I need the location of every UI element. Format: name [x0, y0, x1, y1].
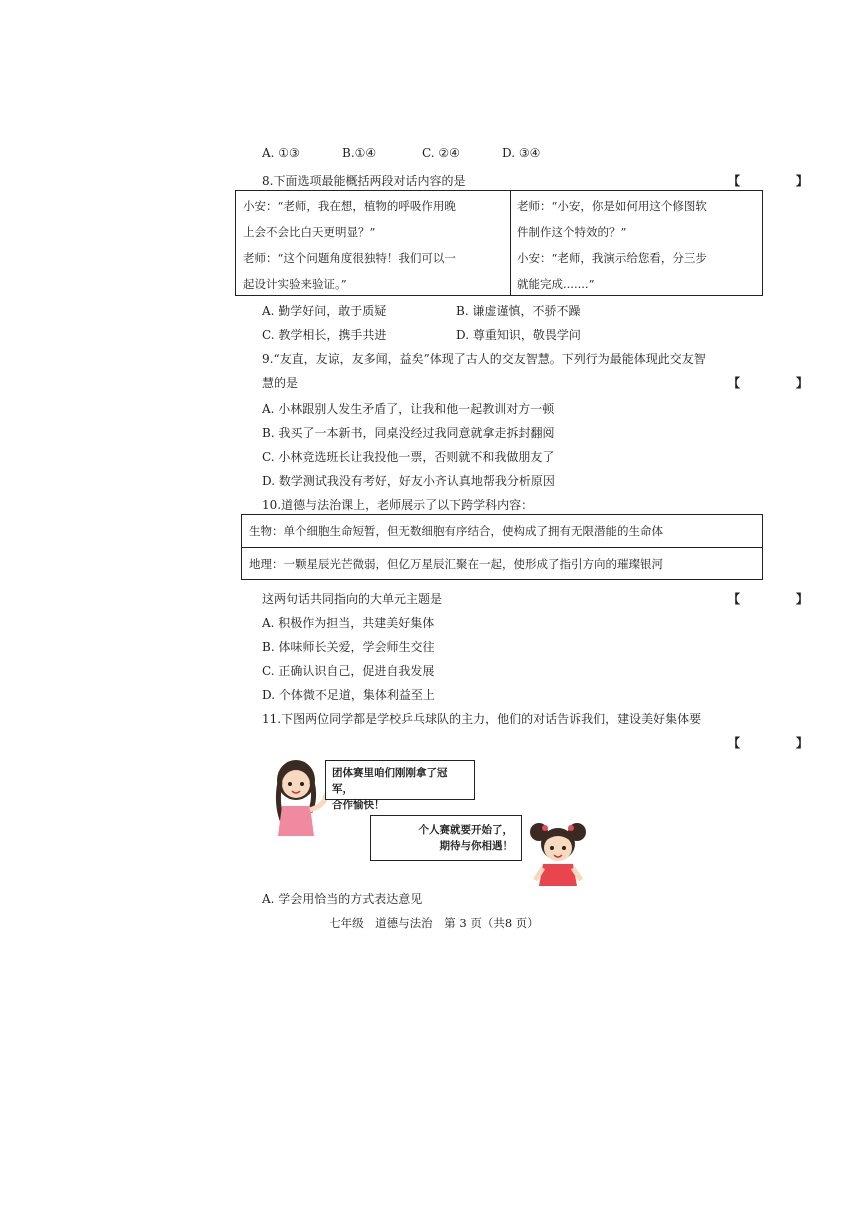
q10-answer-bracket: 【 】	[728, 592, 831, 606]
q10-stem: 10.道德与法治课上，老师展示了以下跨学科内容：	[262, 498, 534, 512]
q8-option-c: C. 教学相长，携手共进	[262, 328, 387, 342]
q11-answer-bracket: 【 】	[728, 736, 831, 750]
q9-answer-bracket: 【 】	[728, 376, 831, 390]
q11-option-a: A. 学会用恰当的方式表达意见	[262, 892, 423, 906]
q8-right-line-4: 就能完成.......”	[517, 277, 595, 291]
q8-left-line-3: 老师：“这个问题角度很独特！我们可以一	[243, 251, 456, 265]
q8-option-b: B. 谦虚谨慎，不骄不躁	[456, 304, 581, 318]
q9-option-d: D. 数学测试我没有考好，好友小齐认真地帮我分析原因	[262, 474, 555, 488]
page-footer: 七年级 道德与法治 第 3 页（共8 页）	[329, 916, 539, 930]
q8-left-line-1: 小安：“老师，我在想，植物的呼吸作用晚	[243, 199, 456, 213]
q8-stem: 8.下面选项最能概括两段对话内容的是	[262, 174, 466, 188]
q8-right-dialog	[517, 193, 707, 297]
speech-bubble-left	[325, 760, 475, 811]
q8-right-line-2: 件制作这个特效的？”	[517, 225, 627, 239]
q9-stem-line-1: 9.“友直，友谅，友多闻，益矣”体现了古人的交友智慧。下列行为最能体现此交友智	[262, 352, 706, 366]
q10-question: 这两句话共同指向的大单元主题是	[262, 592, 443, 606]
q9-stem-line-2: 慧的是	[262, 376, 299, 390]
q10-content-table	[241, 514, 763, 580]
q8-left-line-4: 起设计实验来验证。”	[243, 277, 347, 291]
girl-right-illustration	[525, 820, 591, 888]
q10-option-a: A. 积极作为担当，共建美好集体	[262, 616, 435, 630]
girl-left-illustration	[268, 758, 330, 838]
q10-option-c: C. 正确认识自己，促进自我发展	[262, 664, 435, 678]
q8-option-a: A. 勤学好问，敢于质疑	[262, 304, 387, 318]
bubble-right-line-2: 期待与你相遇！	[439, 840, 513, 852]
q11-stem: 11.下图两位同学都是学校乒乓球队的主力，他们的对话告诉我们，建设美好集体要	[262, 712, 702, 726]
q9-option-b: B. 我买了一本新书，同桌没经过我同意就拿走拆封翻阅	[262, 426, 555, 440]
q7-option-d: D. ③④	[502, 146, 541, 160]
bubble-left-line-1: 团体赛里咱们刚刚拿了冠军，	[332, 767, 448, 795]
q8-table-divider	[510, 191, 511, 295]
q7-option-c: C. ②④	[422, 146, 460, 160]
q9-option-c: C. 小林竞选班长让我投他一票，否则就不和我做朋友了	[262, 450, 555, 464]
q8-left-dialog	[243, 193, 456, 297]
q8-answer-bracket: 【 】	[728, 174, 831, 188]
q10-option-d: D. 个体微不足道，集体利益至上	[262, 688, 435, 702]
q8-left-line-2: 上会不会比白天更明显？”	[243, 225, 376, 239]
q10-row-geography: 地理：一颗星辰光芒微弱，但亿万星辰汇聚在一起，使形成了指引方向的璀璨银河	[249, 557, 663, 571]
q8-option-d: D. 尊重知识，敬畏学问	[456, 328, 581, 342]
q10-option-b: B. 体味师长关爱，学会师生交往	[262, 640, 435, 654]
bubble-right-line-1: 个人赛就要开始了，	[418, 824, 513, 836]
q9-option-a: A. 小林跟别人发生矛盾了，让我和他一起教训对方一顿	[262, 402, 555, 416]
q7-option-a: A. ①③	[262, 146, 300, 160]
speech-bubble-right	[370, 815, 522, 861]
bubble-left-line-2: 合作愉快！	[332, 799, 385, 811]
q10-row-biology: 生物：单个细胞生命短暂，但无数细胞有序结合，使构成了拥有无限潜能的生命体	[249, 524, 663, 538]
q7-option-b: B.①④	[342, 146, 377, 160]
q10-table-divider	[242, 547, 762, 548]
q8-right-line-3: 小安：“老师，我演示给您看，分三步	[517, 251, 707, 265]
q8-right-line-1: 老师：“小安，你是如何用这个修图软	[517, 199, 707, 213]
q8-dialog-table	[235, 190, 763, 296]
